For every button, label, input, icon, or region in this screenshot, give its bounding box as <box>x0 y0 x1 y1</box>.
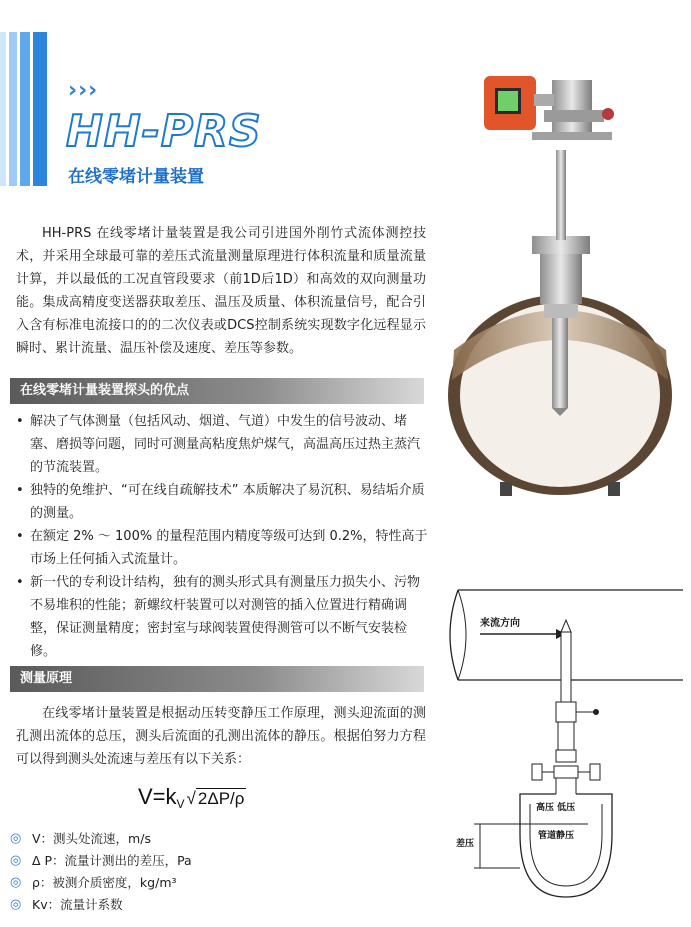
list-item: • 独特的免维护、“可在线自疏解技术” 本质解决了易沉积、易结垢介质的测量。 <box>16 479 428 525</box>
brand-title: HH-PRS <box>66 106 262 157</box>
list-item: ◎ Δ P：流量计测出的差压，Pa <box>10 850 192 872</box>
decorative-stripes <box>0 32 52 186</box>
list-item: • 新一代的专利设计结构，独有的测头形式具有测量压力损失小、污物不易堆积的性能；新螺纹杆装置可以对测管的插入位置进行精确调整，保证测量精度；密封室与球阀装置使得测管可以不断气安装检修。 <box>16 571 428 663</box>
list-item: ◎ ρ：被测介质密度，kg/m³ <box>10 872 192 894</box>
definitions-list <box>10 828 192 916</box>
velocity-formula: V=k V √ 2ΔP/ρ <box>138 784 245 811</box>
list-item: • 解决了气体测量（包括风动、烟道、气道）中发生的信号波动、堵塞、磨损等问题，同时可测量高粘度焦炉煤气，高温高压过热主蒸汽的节流装置。 <box>16 410 428 479</box>
section-title-principle: 测量原理 <box>10 666 424 692</box>
principle-diagram <box>438 572 688 912</box>
chevron-icon: ››› <box>68 78 99 103</box>
section-title-advantages: 在线零堵计量装置探头的优点 <box>10 378 424 404</box>
static-pressure-label: 管道静压 <box>538 831 575 841</box>
intro-paragraph: HH-PRS 在线零堵计量装置是我公司引进国外削竹式流体测控技术，并采用全球最可靠的差压式流量测量原理进行体积流量和质量流量计算，并以最低的工况直管段要求（前1D后1D）和高效的双向测量功能。集成高精度变送器获取差压、温压及质量、体积流量信号，配合引入含有标准电流接口的的二次仪表或DCS控制系统实现数字化远程显示瞬时、累计流量、温压补偿及速度、差压等参数。 <box>16 226 426 356</box>
dp-label: 差压 <box>456 839 475 849</box>
list-item: ◎ V：测头处流速，m/s <box>10 828 192 850</box>
product-illustration <box>440 50 685 510</box>
bullet-ring-icon: ◎ <box>10 875 22 890</box>
high-low-label: 高压 低压 <box>536 803 576 813</box>
advantages-list <box>16 410 428 663</box>
page-subtitle: 在线零堵计量装置 <box>68 167 204 187</box>
bullet-ring-icon: ◎ <box>10 831 22 846</box>
list-item: • 在额定 2% ～ 100% 的量程范围内精度等级可达到 0.2%，特性高于市场上任何插入式流量计。 <box>16 525 428 571</box>
list-item: ◎ Kv：流量计系数 <box>10 894 192 916</box>
bullet-ring-icon: ◎ <box>10 853 22 868</box>
flow-direction-label: 来流方向 <box>480 618 520 629</box>
principle-paragraph: 在线零堵计量装置是根据动压转变静压工作原理，测头迎流面的测孔测出流体的总压，测头后流面的孔测出流体的静压。根据伯努力方程可以得到测头处流速与差压有以下关系： <box>16 706 426 767</box>
sqrt-symbol: √ 2ΔP/ρ <box>186 789 245 808</box>
bullet-ring-icon: ◎ <box>10 897 22 912</box>
